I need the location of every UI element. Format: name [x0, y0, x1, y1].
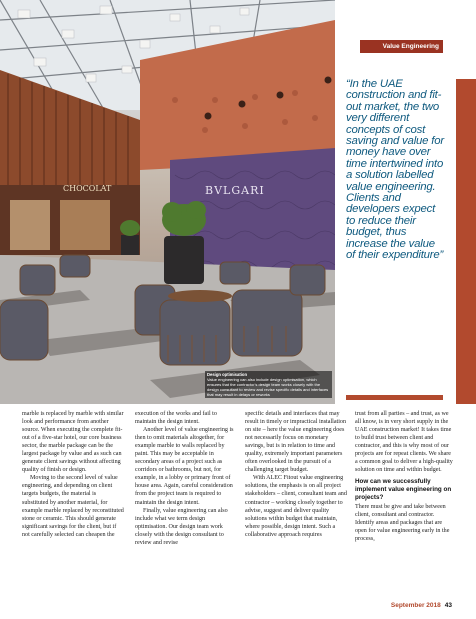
decorative-side-bar [456, 79, 476, 404]
paragraph: Another level of value engineering is then to omit materials altogether, for example marble to walls replaced by paint. This may be acceptable in secondary areas of a project such as corridors or bathrooms, but not, for example, in a lobby or primary front of house area. Again, careful consideration from the project team is required to maintain the design intent. [135, 427, 234, 506]
bvlgari-sign: BVLGARI [205, 184, 265, 197]
pull-quote-rule [346, 395, 443, 400]
paragraph: Moving to the second level of value engineering, and depending on client targets budgets, the material is substituted by another material, for example marble replaced by reconstituted stone or ceramic. This should generate significant savings for the client, but if not carefully selected can cheapen the [22, 475, 124, 538]
caption-title: Design optimisation [207, 372, 248, 377]
paragraph: specific details and interfaces that may result in timely or impractical installation on site – here the value engineering does not necessarily focus on monetary savings, but is in relation to time and quality, extremely important parameters often overlooked in the pursuit of a challenging target budget. [245, 411, 347, 474]
text-column-3 [245, 410, 347, 539]
paragraph: With ALEC Fitout value engineering solutions, the emphasis is on all project stakeholders – client, consultant team and contractor – working closely together to advise, suggest and deliver quality solutions within budget that maintain, where possible, design intent. Such a collaborative approach requires [245, 475, 347, 538]
text-column-4 [355, 410, 453, 543]
mall-interior-illustration [0, 0, 335, 404]
paragraph: Finally, value engineering can also include what we term design optimisation. Our design team work closely with the design consultant to review and revise [135, 507, 228, 546]
page-number: 43 [444, 602, 452, 609]
subheading-question: How can we successfully implement value engineering on projects? [355, 478, 452, 502]
chocolat-sign: CHOCOLAT [63, 184, 112, 193]
page-footer [374, 602, 452, 609]
paragraph: marble is replaced by marble with similar look and performance from another source. When executing the complete fit-out of a five-star hotel, our core business sector, the marble package can be the largest package by value and as such can generate client savings without affecting quality of finish or design. [22, 411, 124, 474]
text-column-2 [135, 410, 237, 547]
issue-date: September 2018 [390, 602, 441, 609]
paragraph: There must be give and take between client, consultant and contractor. Identify areas and packages that are open for value engineering early in the process, [355, 503, 450, 542]
text-column-1 [22, 410, 124, 539]
photo-caption [205, 371, 332, 398]
paragraph: execution of the works and fail to maintain the design intent. [135, 411, 217, 426]
section-tag: Value Engineering [360, 40, 443, 53]
caption-body: Value engineering can also include design optimisation, which ensures that the contractor's design team works closely with the design consultant to review and revise specific details and interfaces that may result in delays or reworks [207, 377, 329, 397]
pull-quote: “In the UAE construction and fit-out market, the two very different concepts of cost saving and value for money have over time intertwined into a solution labelled value engineering. Clients and developers expect to reduce their budget, thus increase the value of their expenditure” [346, 78, 444, 262]
paragraph: trust from all parties – and trust, as we all know, is in very short supply in the UAE construction market! It takes time to build trust between client and contractor, and this is why most of our projects are for repeat clients. We share a common goal to deliver a high-quality solution on time and within budget. [355, 411, 453, 474]
hero-photo [0, 0, 335, 404]
